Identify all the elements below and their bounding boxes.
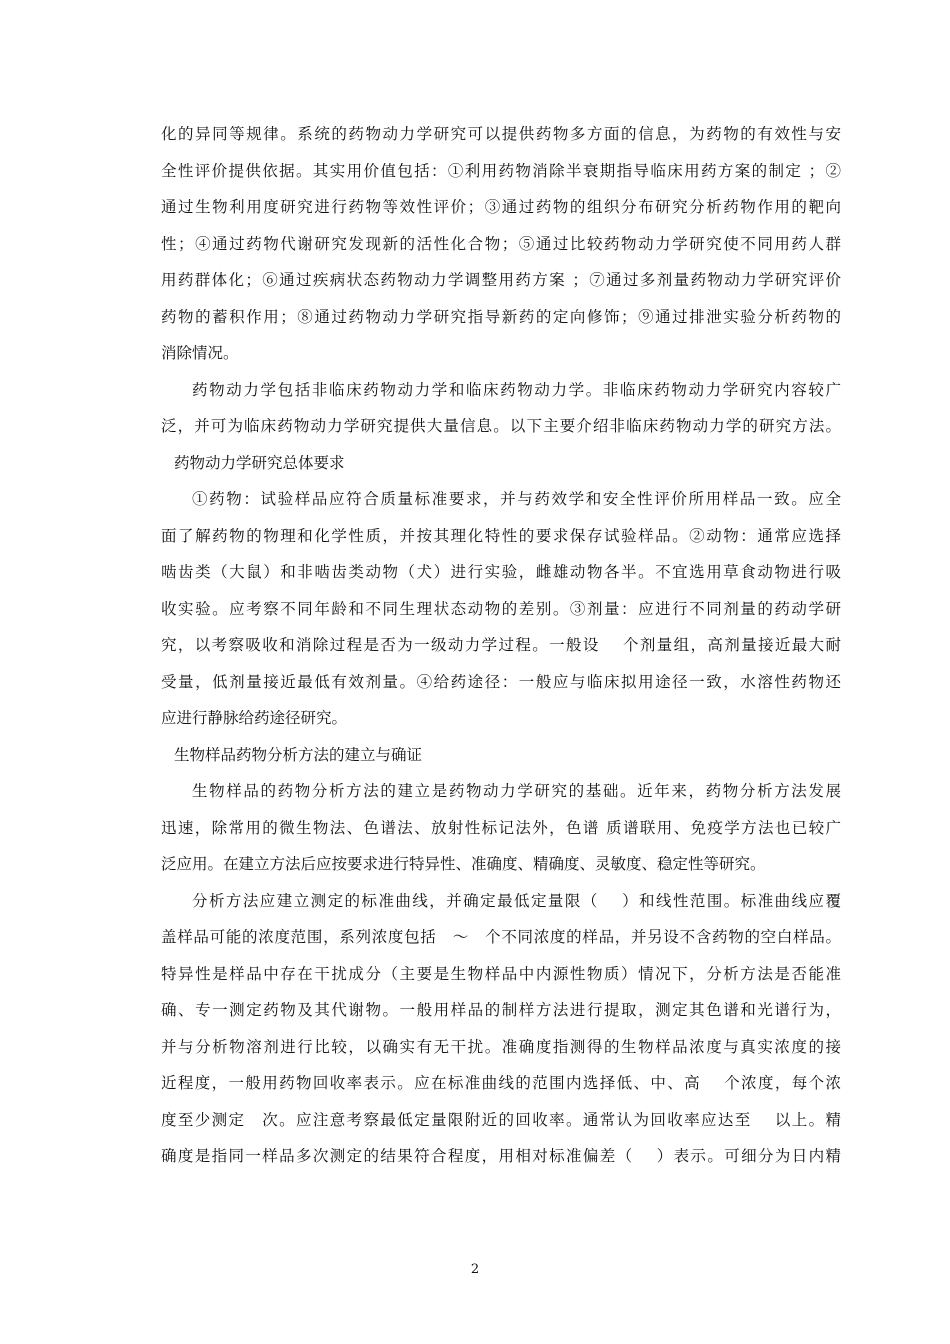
text-line: 啮齿类（大鼠）和非啮齿类动物（犬）进行实验，雌雄动物各半。不宜选用草食动物进行吸	[161, 563, 841, 581]
text-line: 通过生物利用度研究进行药物等效性评价；③通过药物的组织分布研究分析药物作用的靶向	[161, 198, 841, 216]
text-line: 应进行静脉给药途径研究。	[161, 709, 348, 727]
text-line: 面了解药物的物理和化学性质，并按其理化特性的要求保存试验样品。②动物：通常应选择	[161, 526, 841, 545]
text-line: 确度是指同一样品多次测定的结果符合程度，用相对标准偏差（ ）表示。可细分为日内精	[161, 1147, 841, 1165]
text-line: 性；④通过药物代谢研究发现新的活性化合物；⑤通过比较药物动力学研究使不同用药人群	[161, 234, 841, 253]
document-body	[161, 116, 841, 1175]
text-line: 药物的蓄积作用；⑧通过药物动力学研究指导新药的定向修饰；⑨通过排泄实验分析药物的	[161, 307, 841, 326]
paragraph-general-requirements	[161, 481, 841, 737]
text-line: 迅速，除常用的微生物法、色谱法、放射性标记法外，色谱 质谱联用、免疫学方法也已较广	[161, 818, 841, 837]
text-line: ①药物：试验样品应符合质量标准要求，并与药效学和安全性评价所用样品一致。应全	[192, 490, 841, 508]
text-line: 化的异同等规律。系统的药物动力学研究可以提供药物多方面的信息，为药物的有效性与安	[161, 125, 841, 143]
text-line: 特异性是样品中存在干扰成分（主要是生物样品中内源性物质）情况下，分析方法是否能准	[161, 964, 841, 983]
paragraph-pk-scope	[161, 372, 841, 445]
text-line: 用药群体化；⑥通过疾病状态药物动力学调整用药方案 ；⑦通过多剂量药物动力学研究评价	[161, 271, 841, 289]
text-line: 盖样品可能的浓度范围，系列浓度包括 ～ 个不同浓度的样品，并另设不含药物的空白样品。	[161, 928, 841, 946]
section-heading-general-requirements: 药物动力学研究总体要求	[174, 453, 345, 472]
page-number: 2	[470, 1262, 480, 1277]
text-line: 近程度，一般用药物回收率表示。应在标准曲线的范围内选择低、中、高 个浓度，每个浓	[161, 1074, 841, 1092]
text-line: 并与分析物溶剂进行比较，以确实有无干扰。准确度指测得的生物样品浓度与真实浓度的接	[161, 1037, 841, 1056]
text-line: 究，以考察吸收和消除过程是否为一级动力学过程。一般设 个剂量组，高剂量接近最大耐	[161, 636, 841, 654]
text-line: 生物样品的药物分析方法的建立是药物动力学研究的基础。近年来，药物分析方法发展	[192, 782, 841, 800]
text-line: 度至少测定 次。应注意考察最低定量限附近的回收率。通常认为回收率应达至 以上。精	[161, 1110, 841, 1129]
text-line: 收实验。应考察不同年龄和不同生理状态动物的差别。③剂量：应进行不同剂量的药动学研	[161, 599, 841, 618]
text-line: 受量，低剂量接近最低有效剂量。④给药途径：一般应与临床拟用途径一致，水溶性药物还	[161, 672, 841, 691]
text-line: 泛应用。在建立方法后应按要求进行特异性、准确度、精确度、灵敏度、稳定性等研究。	[161, 855, 766, 873]
text-line: 泛，并可为临床药物动力学研究提供大量信息。以下主要介绍非临床药物动力学的研究方法。	[161, 417, 841, 435]
text-line: 全性评价提供依据。其实用价值包括：①利用药物消除半衰期指导临床用药方案的制定 ；②	[161, 161, 841, 180]
section-heading-analysis-methods: 生物样品药物分析方法的建立与确证	[174, 745, 423, 764]
paragraph-analysis-basis	[161, 773, 841, 883]
text-line: 分析方法应建立测定的标准曲线，并确定最低定量限（ ）和线性范围。标准曲线应覆	[192, 891, 841, 910]
paragraph-standard-curve	[161, 883, 841, 1175]
paragraph-practical-value	[161, 116, 841, 372]
text-line: 确、专一测定药物及其代谢物。一般用样品的制样方法进行提取，测定其色谱和光谱行为，	[161, 1001, 841, 1019]
text-line: 药物动力学包括非临床药物动力学和临床药物动力学。非临床药物动力学研究内容较广	[192, 380, 841, 399]
text-line: 消除情况。	[161, 344, 239, 362]
